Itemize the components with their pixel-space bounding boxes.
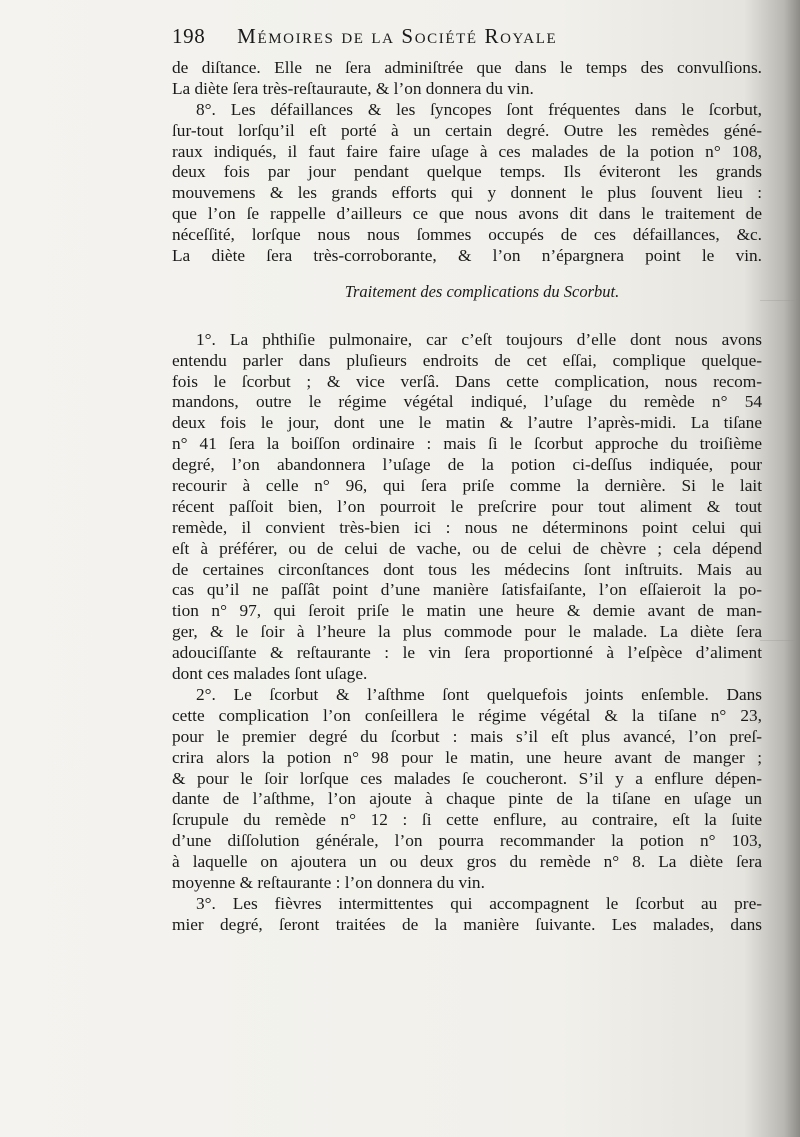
text-line: deux fois par jour pendant quelque temps. Ils éviteront les grands (172, 162, 762, 182)
text-line: ſcrupule du remède n° 12 : ſi cette enflure, au contraire, eſt la ſuite (172, 810, 762, 830)
text-line: & pour le ſoir lorſque ces malades ſe coucheront. S’il y a enflure dépen- (172, 768, 762, 788)
text-line: 3°. Les fièvres intermittentes qui accompagnent le ſcorbut au pre- (196, 893, 762, 913)
text-line: de diſtance. Elle ne ſera adminiſtrée que dans le temps des convulſions. (172, 58, 762, 77)
text-line: deux fois le jour, dont une le matin & l’autre l’après-midi. La tiſane (172, 413, 762, 433)
text-line: cas qu’il ne paſſât point d’une manière ſatisfaiſante, l’on eſſaieroit la po- (172, 580, 762, 600)
text-line: d’une diſſolution générale, l’on pourra recommander la potion n° 103, (172, 831, 762, 851)
text-line: récent paſſoit bien, l’on pourroit le preſcrire pour tout aliment & tout (172, 496, 762, 516)
text-line: tion n° 97, qui ſeroit priſe le matin une heure & demie avant de man- (172, 601, 762, 621)
text-line: cette complication l’on conſeillera le régime végétal & la tiſane n° 23, (172, 705, 762, 725)
text-line: La diète ſera très-reſtauraute, & l’on donnera du vin. (172, 78, 534, 98)
text-line: que l’on ſe rappelle d’ailleurs ce que nous avons dit dans le traitement de (172, 204, 762, 224)
text-line: ger, & le ſoir à l’heure la plus commode pour le malade. La diète ſera (172, 622, 762, 642)
text-line: de certaines circonſtances dont tous les médecins ſont inſtruits. Mais au (172, 559, 762, 579)
page-header (172, 24, 712, 54)
section-heading: Traitement des complications du Scorbut. (344, 281, 620, 301)
text-line: 8°. Les défaillances & les ſyncopes ſont fréquentes dans le ſcorbut, (196, 99, 762, 119)
text-line: La diète ſera très-corroborante, & l’on n’épargnera point le vin. (172, 246, 762, 266)
text-line: mouvemens & les grands efforts qui y donnent le plus ſouvent lieu : (172, 183, 762, 203)
text-line: mandons, outre le régime végétal indiqué, l’uſage du remède n° 54 (172, 392, 762, 412)
text-line: pour le premier degré du ſcorbut : mais s’il eſt plus avancé, l’on preſ- (172, 726, 762, 746)
text-line: degré, l’on abandonnera l’uſage de la potion ci-deſſus indiquée, pour (172, 455, 762, 475)
text-line: raux indiqués, il faut faire faire uſage à ces malades de la potion n° 108, (172, 141, 762, 161)
text-line: dante de l’aſthme, l’on ajoute à chaque pinte de la tiſane en uſage un (172, 789, 762, 809)
text-line: crira alors la potion n° 98 pour le matin, une heure avant de manger ; (172, 747, 762, 767)
text-line: néceſſité, lorſque nous nous ſommes occupés de ces défaillances, &c. (172, 225, 762, 245)
page-edge-shadow (760, 640, 796, 641)
text-line: eſt à préférer, ou de celui de vache, ou de celui de chèvre ; cela dépend (172, 538, 762, 558)
text-line: adouciſſante & reſtaurante : le vin ſera proportionné à l’eſpèce d’aliment (172, 643, 762, 663)
text-line: remède, il convient très-bien ici : nous ne déterminons point celui qui (172, 517, 762, 537)
text-line: à laquelle on ajoutera un ou deux gros du remède n° 8. La diète ſera (172, 852, 762, 872)
text-line: 2°. Le ſcorbut & l’aſthme ſont quelquefois joints enſemble. Dans (196, 684, 762, 704)
text-line: ſur-tout lorſqu’il eſt porté à un certain degré. Outre les remèdes géné- (172, 120, 762, 140)
text-line: dont ces malades ſont uſage. (172, 664, 368, 684)
page-number: 198 (172, 24, 206, 48)
text-line: 1°. La phthiſie pulmonaire, car c’eſt toujours d’elle dont nous avons (196, 329, 762, 349)
running-title: Mémoires de la Société Royale (237, 24, 558, 48)
text-line: fois le ſcorbut ; & vice verſâ. Dans cette complication, nous recom- (172, 371, 762, 391)
text-line: mier degré, ſeront traitées de la manière ſuivante. Les malades, dans (172, 914, 762, 934)
text-line: entendu parler dans pluſieurs endroits de cet eſſai, complique quelque- (172, 350, 762, 370)
text-line: moyenne & reſtaurante : l’on donnera du vin. (172, 872, 485, 892)
page-edge-shadow (760, 300, 796, 301)
body-text (172, 58, 762, 936)
text-line: recourir à celle n° 96, qui ſera priſe comme la dernière. Si le lait (172, 476, 762, 496)
text-line: n° 41 ſera la boiſſon ordinaire : mais ſi le ſcorbut approche du troiſième (172, 434, 762, 454)
